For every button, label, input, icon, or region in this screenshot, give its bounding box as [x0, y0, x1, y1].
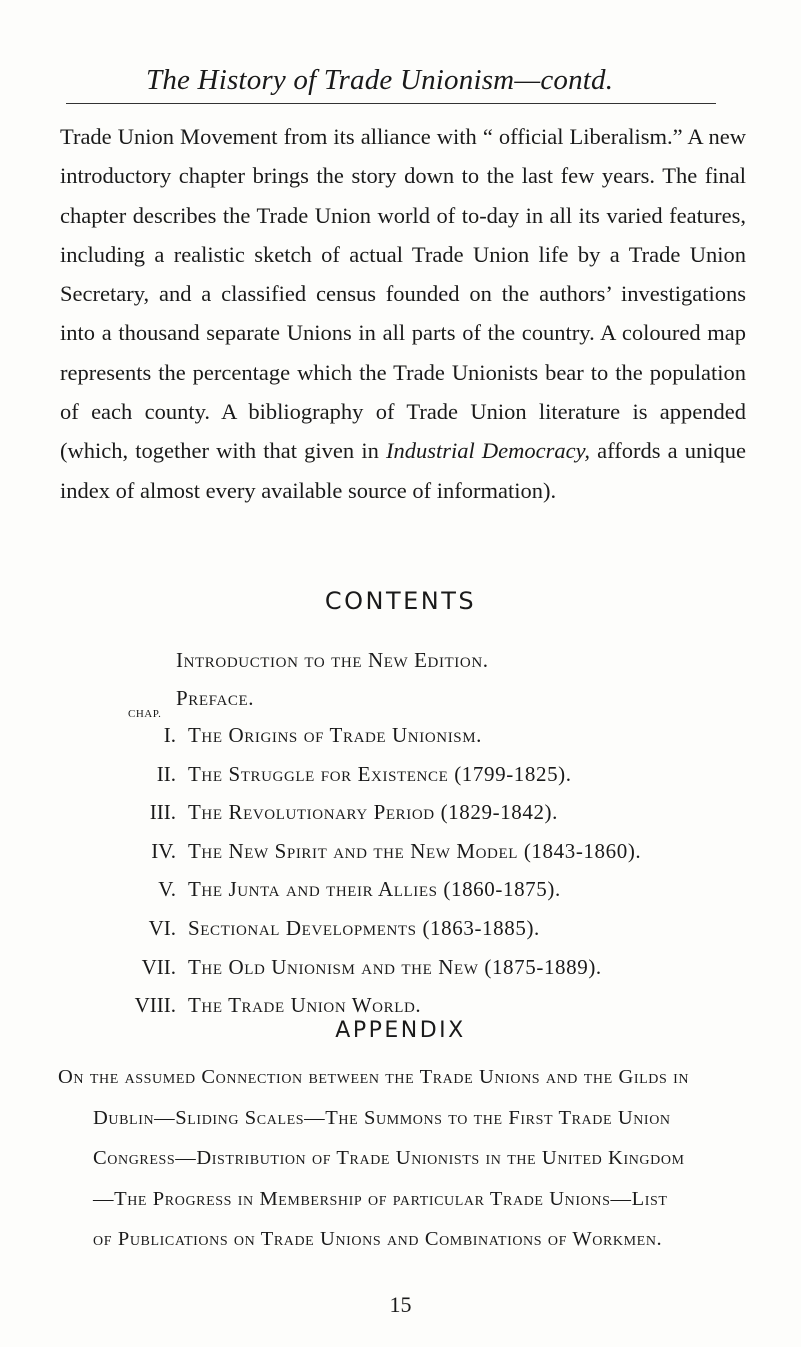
chapter-row — [120, 909, 760, 948]
front-matter-introduction: Introduction to the New Edition. — [176, 648, 489, 672]
chapter-title: The Revolutionary Period (1829-1842). — [188, 800, 559, 825]
chap-label: CHAP. — [128, 708, 162, 720]
appendix-line: —The Progress in Membership of particular Trade Unions—List — [93, 1187, 668, 1210]
chapter-number: V. — [158, 877, 176, 902]
body-text-end: affords a unique index of almost every available source of information). — [60, 438, 746, 503]
chapter-number: IV. — [151, 838, 176, 863]
chapter-title: The Trade Union World. — [188, 993, 422, 1018]
book-title-italic: Industrial Democracy, — [385, 438, 590, 464]
chapter-number: VIII. — [134, 993, 176, 1018]
chapter-title: Sectional Developments (1863-1885). — [188, 915, 540, 940]
chapter-title: The New Spirit and the New Model (1843-1860). — [188, 838, 642, 863]
body-paragraph — [60, 117, 746, 510]
chapter-number: I. — [163, 723, 176, 747]
appendix-heading: APPENDIX — [335, 1018, 466, 1043]
appendix-line: Congress—Distribution of Trade Unionists in the United Kingdom — [93, 1147, 685, 1169]
chapter-number: VI. — [148, 915, 176, 940]
chapter-list — [120, 716, 760, 1025]
front-matter-preface: Preface. — [176, 686, 255, 710]
chapter-number: VII. — [141, 954, 176, 979]
chapter-row — [120, 755, 760, 794]
chapter-title: The Old Unionism and the New (1875-1889). — [188, 954, 602, 979]
appendix-contents — [58, 1057, 748, 1260]
running-head: The History of Trade Unionism—contd. — [146, 64, 614, 96]
chapter-row — [120, 832, 760, 871]
contents-heading: CONTENTS — [324, 587, 477, 615]
appendix-line: Dublin—Sliding Scales—The Summons to the First Trade Union — [93, 1106, 671, 1129]
chapter-title: The Origins of Trade Unionism. — [188, 723, 483, 747]
chapter-row — [120, 716, 760, 755]
body-text-start: Trade Union Movement from its alliance with “ official Liberalism.” A new introductory chapter brings the story down to the last few years. The final chapter describes the Trade Union world of to-day in all its varied features, including a realistic sketch of actual Trade Union life by a Trade Union Secretary, and a classified census founded on the authors’ investigations into a thousand separate Unions in all parts of the country. A coloured map represents the percentage which the Trade Unionists bear to the population of each county. A bibliography of Trade Union literature is appended (which, together with that given in — [60, 124, 746, 464]
header-rule — [66, 103, 716, 104]
appendix-line: On the assumed Connection between the Trade Unions and the Gilds in — [58, 1066, 690, 1088]
chapter-title: The Junta and their Allies (1860-1875). — [188, 877, 561, 902]
chapter-number: II. — [156, 761, 176, 786]
chapter-title: The Struggle for Existence (1799-1825). — [188, 761, 572, 786]
chapter-row — [120, 870, 760, 909]
page-number: 15 — [389, 1292, 412, 1317]
appendix-line: of Publications on Trade Unions and Combinations of Workmen. — [93, 1228, 663, 1250]
chapter-number: III. — [149, 800, 176, 825]
chapter-row — [120, 948, 760, 987]
chapter-row — [120, 793, 760, 832]
